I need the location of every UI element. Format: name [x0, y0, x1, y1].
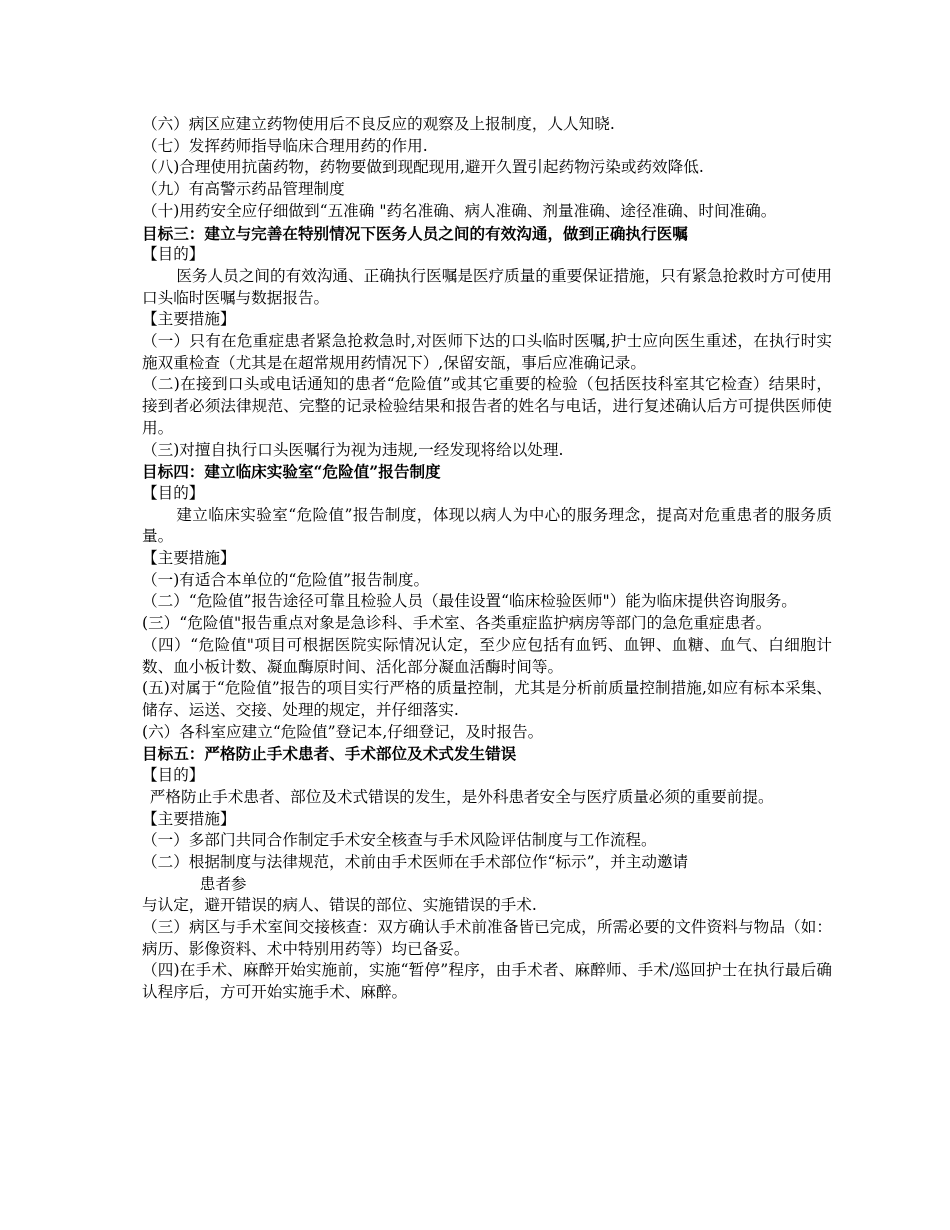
goal-4-measure-2: （二）“危险值”报告途径可靠且检验人员（最佳设置“临床检验医师"）能为临床提供咨询服务。 — [142, 592, 797, 611]
goal-5-measure-2-line-1: （二）根据制度与法律规范，术前由手术医师在手术部位作“标示”，并主动邀请 — [142, 852, 689, 871]
goal-5-measure-3: （三）病区与手术室间交接核查：双方确认手术前准备皆已完成，所需必要的文件资料与物品（如：病历、影像资料、术中特别用药等）均已备妥。 — [142, 918, 832, 958]
item-7: （七）发挥药师指导临床合理用药的作用. — [142, 136, 428, 155]
goal-3-purpose-text: 医务人员之间的有效沟通、正确执行医嘱是医疗质量的重要保证措施，只有紧急抢救时方可使用口头临时医嘱与数据报告。 — [142, 266, 832, 307]
goal-4-measures-label: 【主要措施】 — [142, 549, 236, 568]
goal-3-measure-2: （二)在接到口头或电话通知的患者“危险值”或其它重要的检验（包括医技科室其它检查）结果时，接到者必须法律规范、完整的记录检验结果和报告者的姓名与电话，进行复述确认后方可提供医师使用。 — [142, 375, 832, 437]
goal-4-measure-4: （四）“危险值"项目可根据医院实际情况认定，至少应包括有血钙、血钾、血糖、血气、白细胞计数、血小板计数、凝血酶原时间、活化部分凝血活酶时间等。 — [142, 635, 832, 676]
goal-4-measure-3: (三）“危险值"报告重点对象是急诊科、手术室、各类重症监护病房等部门的急危重症患者。 — [142, 614, 772, 633]
document-body — [142, 114, 832, 1004]
goal-3-heading: 目标三：建立与完善在特别情况下医务人员之间的有效沟通，做到正确执行医嘱 — [142, 223, 688, 243]
item-8: （八)合理使用抗菌药物，药物要做到现配现用,避开久置引起药物污染或药效降低. — [142, 158, 704, 177]
goal-4-measure-1: （一)有适合本单位的“危险值”报告制度。 — [142, 570, 430, 589]
item-9: （九）有高警示药品管理制度 — [142, 180, 345, 199]
goal-5-measure-2-line-3: 与认定，避开错误的病人、错误的部位、实施错误的手术. — [142, 896, 537, 915]
goal-5-purpose-text: 严格防止手术患者、部位及术式错误的发生，是外科患者安全与医疗质量必须的重要前提。 — [149, 787, 774, 806]
item-10: （十)用药安全应仔细做到“五准确 "药名准确、病人准确、剂量准确、途径准确、时间准确。 — [142, 201, 777, 220]
goal-5-heading: 目标五：严格防止手术患者、手术部位及术式发生错误 — [142, 744, 517, 764]
goal-3-measure-1: （一）只有在危重症患者紧急抢救急时,对医师下达的口头临时医嘱,护士应向医生重述，在执行时实施双重检查（尤其是在超常规用药情况下）,保留安瓿，事后应准确记录。 — [142, 332, 832, 372]
goal-4-measure-5: (五)对属于“危险值”报告的项目实行严格的质量控制，尤其是分析前质量控制措施,如应有标本采集、储存、运送、交接、处理的规定，并仔细落实. — [142, 679, 832, 719]
goal-4-purpose-label: 【目的】 — [142, 483, 205, 502]
goal-5-purpose-label: 【目的】 — [142, 766, 205, 785]
goal-5-measures-label: 【主要措施】 — [142, 809, 236, 828]
goal-3-purpose-label: 【目的】 — [142, 245, 205, 264]
goal-5-measure-1: （一）多部门共同合作制定手术安全核查与手术风险评估制度与工作流程。 — [142, 831, 657, 850]
goal-5-measure-2-line-2: 患者参 — [199, 874, 247, 893]
goal-4-heading: 目标四：建立临床实验室“危险值”报告制度 — [142, 462, 441, 482]
goal-3-measure-3: （三)对擅自执行口头医嘱行为视为违规,一经发现将给以处理. — [142, 440, 564, 459]
goal-5-measure-4: （四)在手术、麻醉开始实施前，实施“暂停”程序，由手术者、麻醉师、手术/巡回护士在执行最后确认程序后，方可开始实施手术、麻醉。 — [142, 961, 832, 1002]
item-6: （六）病区应建立药物使用后不良反应的观察及上报制度，人人知晓. — [142, 115, 615, 133]
goal-3-measures-label: 【主要措施】 — [142, 310, 236, 329]
goal-4-purpose-text: 建立临床实验室“危险值”报告制度，体现以病人为中心的服务理念，提高对危重患者的服务质量。 — [142, 505, 832, 546]
goal-4-measure-6: (六）各科室应建立“危险值”登记本,仔细登记，及时报告。 — [142, 722, 544, 741]
